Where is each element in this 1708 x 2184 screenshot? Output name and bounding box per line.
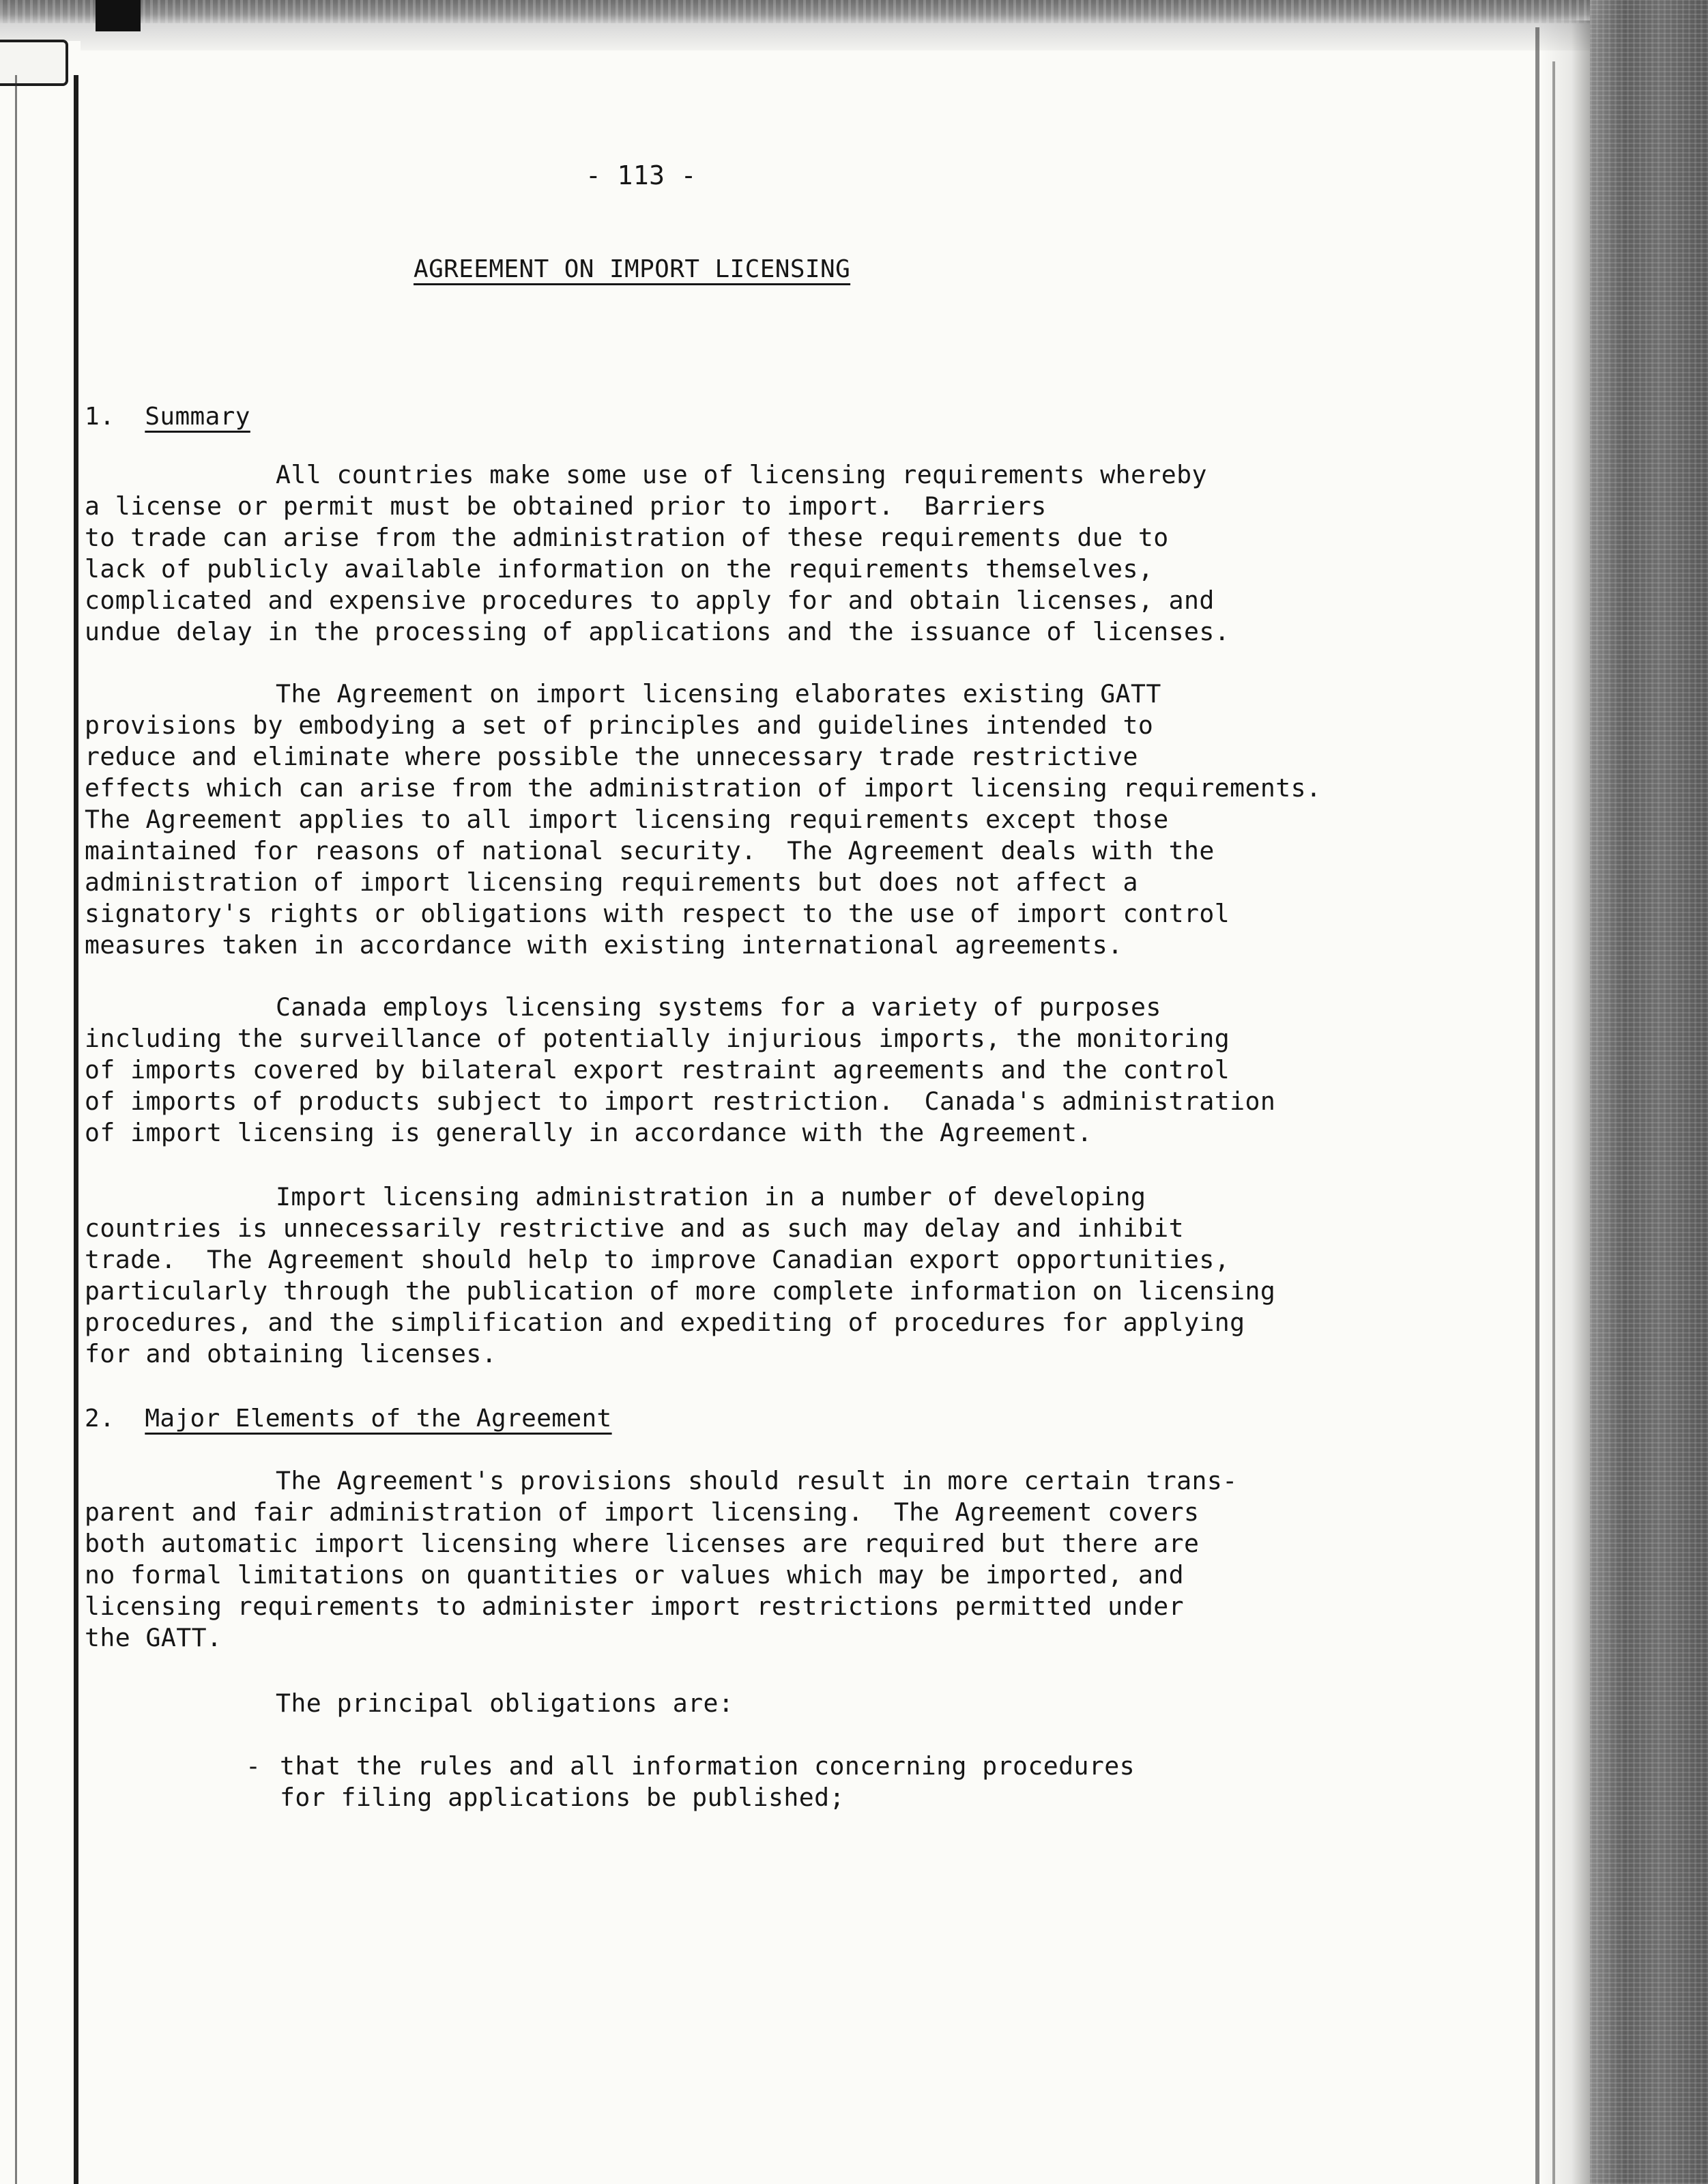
paragraph-line: of imports covered by bilateral export restraint agreements and the control bbox=[85, 1055, 1230, 1084]
paragraph-line: undue delay in the processing of applications and the issuance of licenses. bbox=[85, 617, 1230, 646]
paragraph-line: complicated and expensive procedures to apply for and obtain licenses, and bbox=[85, 586, 1215, 615]
section-1-title: Summary bbox=[145, 403, 250, 431]
paragraph-line: All countries make some use of licensing requirements whereby bbox=[276, 460, 1207, 489]
section-2-title: Major Elements of the Agreement bbox=[145, 1405, 612, 1433]
document-title: AGREEMENT ON IMPORT LICENSING bbox=[414, 255, 851, 283]
paragraph-line: signatory's rights or obligations with respect to the use of import control bbox=[85, 899, 1230, 928]
paragraph-line: The Agreement's provisions should result in more certain trans- bbox=[276, 1466, 1238, 1495]
paragraph-line: effects which can arise from the administration of import licensing requirements. bbox=[85, 773, 1322, 803]
paragraph-line: particularly through the publication of more complete information on licensing bbox=[85, 1276, 1276, 1306]
paragraph-line: procedures, and the simplification and expediting of procedures for applying bbox=[85, 1308, 1245, 1337]
paragraph-line: of imports of products subject to import restriction. Canada's administration bbox=[85, 1087, 1276, 1116]
paragraph-line: to trade can arise from the administration of these requirements due to bbox=[85, 523, 1169, 552]
page-number: - 113 - bbox=[585, 160, 697, 190]
paragraph-line: The Agreement applies to all import licensing requirements except those bbox=[85, 805, 1169, 834]
paragraph-line: reduce and eliminate where possible the unnecessary trade restrictive bbox=[85, 742, 1138, 771]
paragraph-line: provisions by embodying a set of principles and guidelines intended to bbox=[85, 710, 1154, 740]
paragraph-line: Import licensing administration in a number of developing bbox=[276, 1182, 1146, 1211]
paragraph-line: licensing requirements to administer import restrictions permitted under bbox=[85, 1592, 1184, 1621]
paragraph-line: including the surveillance of potentially injurious imports, the monitoring bbox=[85, 1024, 1230, 1053]
bullet-line: for filing applications be published; bbox=[280, 1783, 845, 1812]
section-2-number: 2. bbox=[85, 1405, 115, 1433]
paragraph-line: countries is unnecessarily restrictive and as such may delay and inhibit bbox=[85, 1213, 1184, 1243]
paragraph-line: The Agreement on import licensing elaborates existing GATT bbox=[276, 679, 1161, 708]
paragraph-line: the GATT. bbox=[85, 1623, 222, 1652]
section-1-number: 1. bbox=[85, 403, 115, 431]
paragraph-line: no formal limitations on quantities or values which may be imported, and bbox=[85, 1560, 1184, 1590]
paragraph-line: Canada employs licensing systems for a variety of purposes bbox=[276, 992, 1161, 1022]
paragraph-line: administration of import licensing requirements but does not affect a bbox=[85, 867, 1138, 897]
paragraph-line: a license or permit must be obtained prior to import. Barriers bbox=[85, 491, 1047, 521]
section-1-heading bbox=[85, 401, 250, 433]
section-2-heading bbox=[85, 1403, 612, 1435]
paragraph-line: both automatic import licensing where licenses are required but there are bbox=[85, 1529, 1200, 1558]
paragraph-line: for and obtaining licenses. bbox=[85, 1339, 497, 1368]
bullet-marker: - bbox=[246, 1751, 261, 1781]
paragraph-line: lack of publicly available information on the requirements themselves, bbox=[85, 554, 1154, 584]
paragraph-line: maintained for reasons of national security. The Agreement deals with the bbox=[85, 836, 1215, 865]
bullet-line: that the rules and all information concerning procedures bbox=[280, 1751, 1135, 1781]
paragraph-line: measures taken in accordance with existing international agreements. bbox=[85, 930, 1123, 960]
paragraph-line: The principal obligations are: bbox=[276, 1689, 734, 1718]
paragraph-line: of import licensing is generally in accordance with the Agreement. bbox=[85, 1118, 1092, 1147]
paragraph-line: parent and fair administration of import licensing. The Agreement covers bbox=[85, 1497, 1200, 1527]
paragraph-line: trade. The Agreement should help to improve Canadian export opportunities, bbox=[85, 1245, 1230, 1274]
